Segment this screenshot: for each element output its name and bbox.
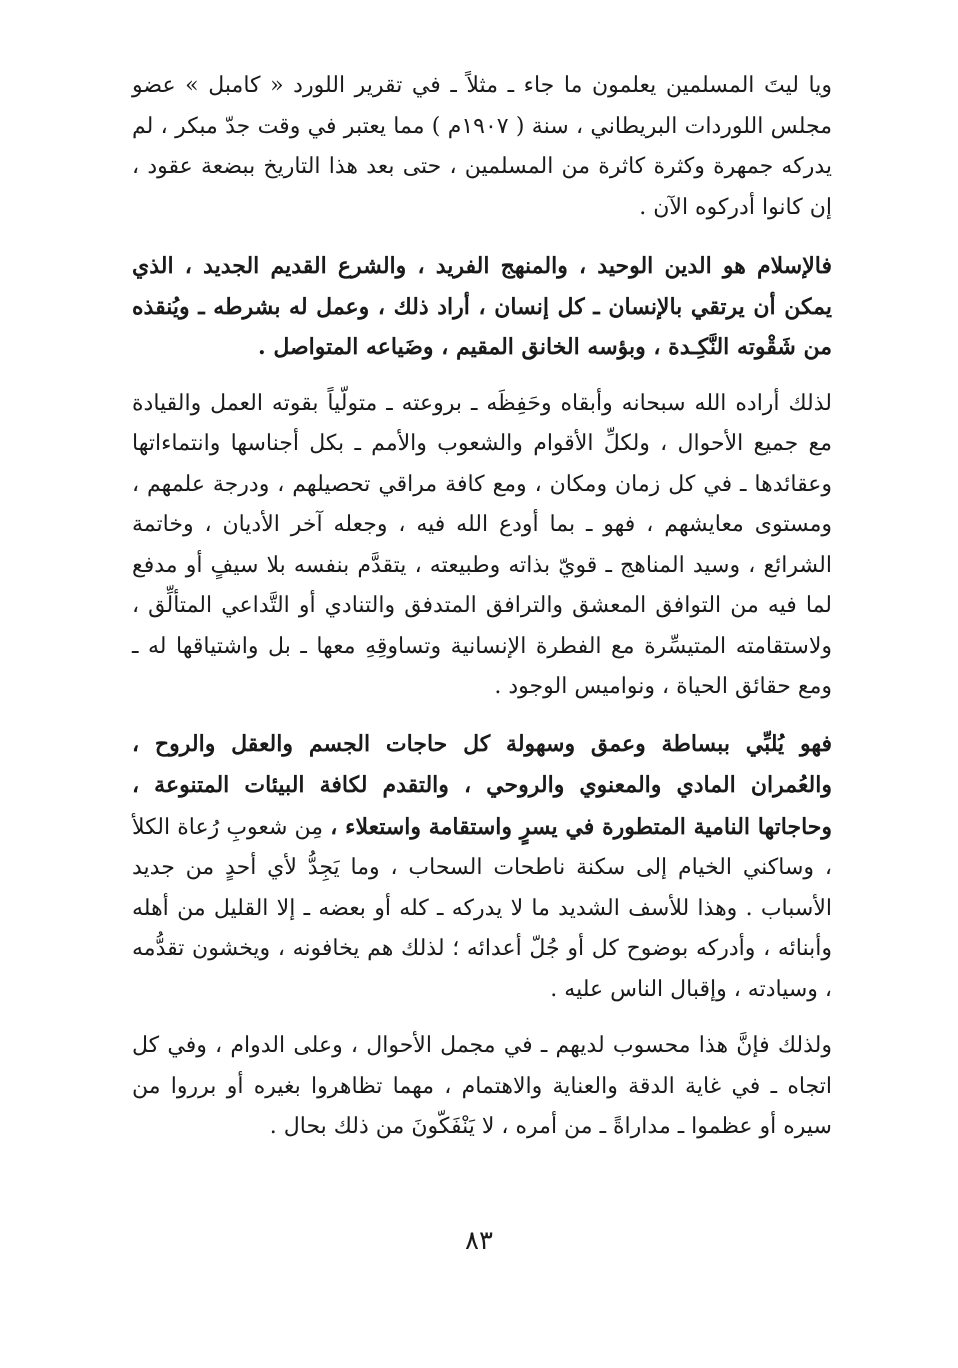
paragraph-calculated-by-enemies: ولذلك فإنَّ هذا محسوب لديهم ـ في مجمل الأحوال ، وعلى الدوام ، وفي كل اتجاه ـ في غاية الدقة والعناية والاهتمام ، مهما تظاهروا بغيره أو برروا من سيره أو عظموا ـ مداراةً ـ من أمره ، لا يَنْفَكّونَ من ذلك بحال . (132, 1033, 832, 1139)
page-number: ٨٣ (465, 1226, 493, 1256)
page-body (132, 66, 832, 1148)
paragraph-fulfills-needs-bold: فهو يُلبِّي ببساطة وعمق وسهولة كل حاجات الجسم والعقل والروح ، والعُمران المادي والمعنوي والروحي ، والتقدم لكافة البيئات المتنوعة ، وحاجاتها النامية المتطورة في يسرٍ واستقامة واستعلاء ، (132, 730, 832, 840)
paragraph-fulfills-needs-rest: مِن شعوبِ رُعاة الكلأ ، وساكني الخيام إلى سكنة ناطحات السحاب ، وما يَجِدُّ لأي أحدٍ من جديد الأسباب . وهذا للأسف الشديد ما لا يدركه ـ كله أو بعضه ـ إلا القليل من أهله وأبنائه ، وأدركه بوضوح كل أو جُلّ أعدائه ؛ لذلك هم يخافونه ، ويخشون تقدُّمه ، وسيادته ، وإقبال الناس عليه . (132, 814, 832, 1002)
paragraph-lord-campbell-report: ويا ليتَ المسلمين يعلمون ما جاء ـ مثلاً ـ في تقرير اللورد « كامبل » عضو مجلس اللوردات البريطاني ، سنة ( ١٩٠٧م ) مما يعتبر في وقت جدّ مبكر ، لم يدركه جمهرة وكثرة كاثرة من المسلمين ، حتى بعد هذا التاريخ ببضعة عقود ، إن كانوا أدركوه الآن . (132, 73, 832, 220)
paragraph-fulfills-needs (132, 724, 832, 1011)
paragraph-islam-unique-religion: فالإسلام هو الدين الوحيد ، والمنهج الفريد ، والشرع القديم الجديد ، الذي يمكن أن يرتقي بالإنسان ـ كل إنسان ، أراد ذلك ، وعمل له بشرطه ـ ويُنقذه من شَقْوته النَّكِـدة ، وبؤسه الخانق المقيم ، وضَياعه المتواصل . (132, 253, 832, 360)
paragraph-god-preserved-islam: لذلك أراده الله سبحانه وأبقاه وحَفِظَه ـ بروعته ـ متولّياً بقوته العمل والقيادة مع جميع الأحوال ، ولكلِّ الأقوام والشعوب والأمم ـ بكل أجناسها وانتماءاتها وعقائدها ـ في كل زمان ومكان ، ومع كافة مراقي تحصيلهم ، ودرجة علمهم ، ومستوى معايشهم ، فهو ـ بما أودع الله فيه ، وجعله آخر الأديان ، وخاتمة الشرائع ، وسيد المناهج ـ قويّ بذاته وطبيعته ، يتقدَّم بنفسه بلا سيفٍ أو مدفع لما فيه من التوافق المعشق والترافق المتدفق والتنادي أو التَّداعي المتألِّق ، ولاستقامته المتيسِّرة مع الفطرة الإنسانية وتساوقِهِ معها ـ بل واشتياقها له ـ ومع حقائق الحياة ، ونواميس الوجود . (132, 390, 832, 699)
